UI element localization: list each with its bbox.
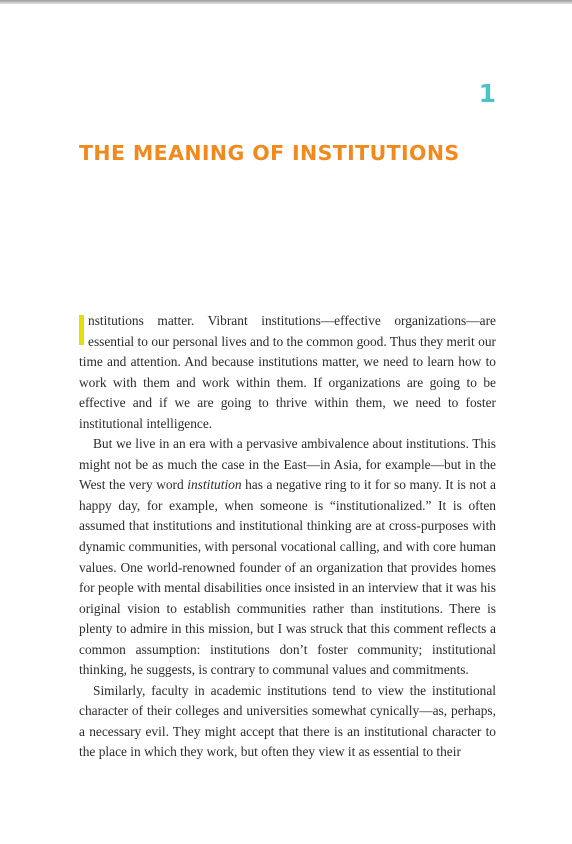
italic-word: institution [187, 477, 242, 493]
page-top-edge [0, 0, 572, 4]
drop-cap-bar [79, 315, 84, 345]
chapter-number: 1 [478, 79, 496, 108]
paragraph-1 [79, 311, 496, 434]
chapter-title: THE MEANING OF INSTITUTIONS [79, 141, 460, 165]
paragraph-3 [79, 681, 496, 763]
paragraph-2-text-b: has a negative ring to it for so many. It is not a happy day, for example, when someone is “institutionalized.” It is often assumed that institutions and institutional thinking are at cross-purposes with dynamic communities, with personal vocational calling, and with core human values. One world-renowned founder of an organization that provides homes for people with mental disabilities once insisted in an interview that it was his original vision to establish communities rather than institutions. There is plenty to admire in this mission, but I was struck that this comment reflects a common assumption: institutions don’t foster community; institutional thinking, he suggests, is contrary to communal values and commitments. [79, 477, 496, 678]
paragraph-2-text-a: But we live in an era with a pervasive ambivalence about institutions. This might not be as much the case in the East—in Asia, for example—but in the West the very word [79, 436, 496, 493]
body-text [79, 311, 496, 763]
paragraph-2 [79, 434, 496, 681]
paragraph-3-text: Similarly, faculty in academic institutions tend to view the institutional character of their colleges and universities somewhat cynically—as, perhaps, a necessary evil. They might accept that there is an institutional character to the place in which they work, but often they view it as essential to their [79, 682, 496, 760]
paragraph-1-text: nstitutions matter. Vibrant institutions—effective organizations—are essential to our personal lives and to the common good. Thus they merit our time and attention. And because institutions matter, we need to learn how to work with them and work within them. If organizations are going to be effective and if we are going to thrive within them, we need to foster institutional intelligence. [79, 313, 496, 431]
